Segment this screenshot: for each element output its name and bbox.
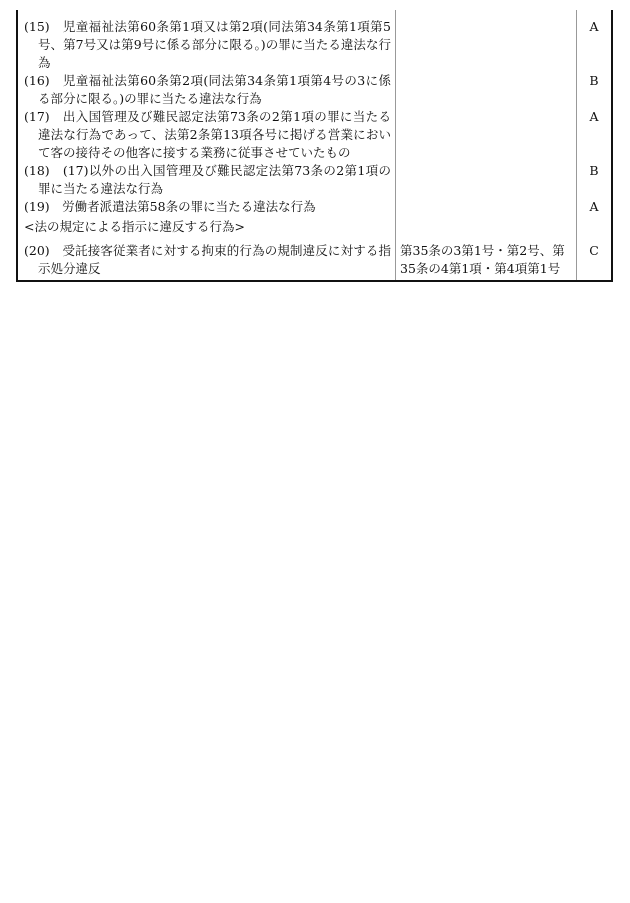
rank-value: B	[589, 73, 599, 88]
violation-item: (20) 受託接客従業者に対する拘束的行為の規制違反に対する指示処分違反	[24, 243, 391, 276]
section-heading-row	[18, 216, 611, 238]
table-row	[18, 10, 611, 72]
table-row	[18, 198, 611, 216]
rank-value: A	[589, 199, 599, 214]
section-heading: <法の規定による指示に違反する行為>	[24, 219, 245, 234]
rank-value: A	[589, 109, 599, 124]
table-row	[18, 108, 611, 162]
table-row	[18, 162, 611, 198]
violation-item: (18) (17)以外の出入国管理及び難民認定法第73条の2第1項の罪に当たる違法な行為	[24, 163, 391, 196]
rank-value: A	[589, 19, 599, 34]
violation-item: (19) 労働者派遣法第58条の罪に当たる違法な行為	[24, 199, 316, 214]
table-row	[18, 238, 611, 280]
article-reference: 第35条の3第1号・第2号、第35条の4第1項・第4項第1号	[400, 243, 565, 276]
rank-value: B	[589, 163, 599, 178]
rank-value: C	[589, 243, 599, 258]
violation-item: (17) 出入国管理及び難民認定法第73条の2第1項の罪に当たる違法な行為であって、法第2条第13項各号に掲げる営業において客の接待その他客に接する業務に従事させていたもの	[24, 109, 391, 160]
violation-item: (15) 児童福祉法第60条第1項又は第2項(同法第34条第1項第5号、第7号又は第9号に係る部分に限る。)の罪に当たる違法な行為	[24, 19, 391, 70]
violation-table	[16, 10, 613, 282]
violation-item: (16) 児童福祉法第60条第2項(同法第34条第1項第4号の3に係る部分に限る。)の罪に当たる違法な行為	[24, 73, 391, 106]
table-row	[18, 72, 611, 108]
